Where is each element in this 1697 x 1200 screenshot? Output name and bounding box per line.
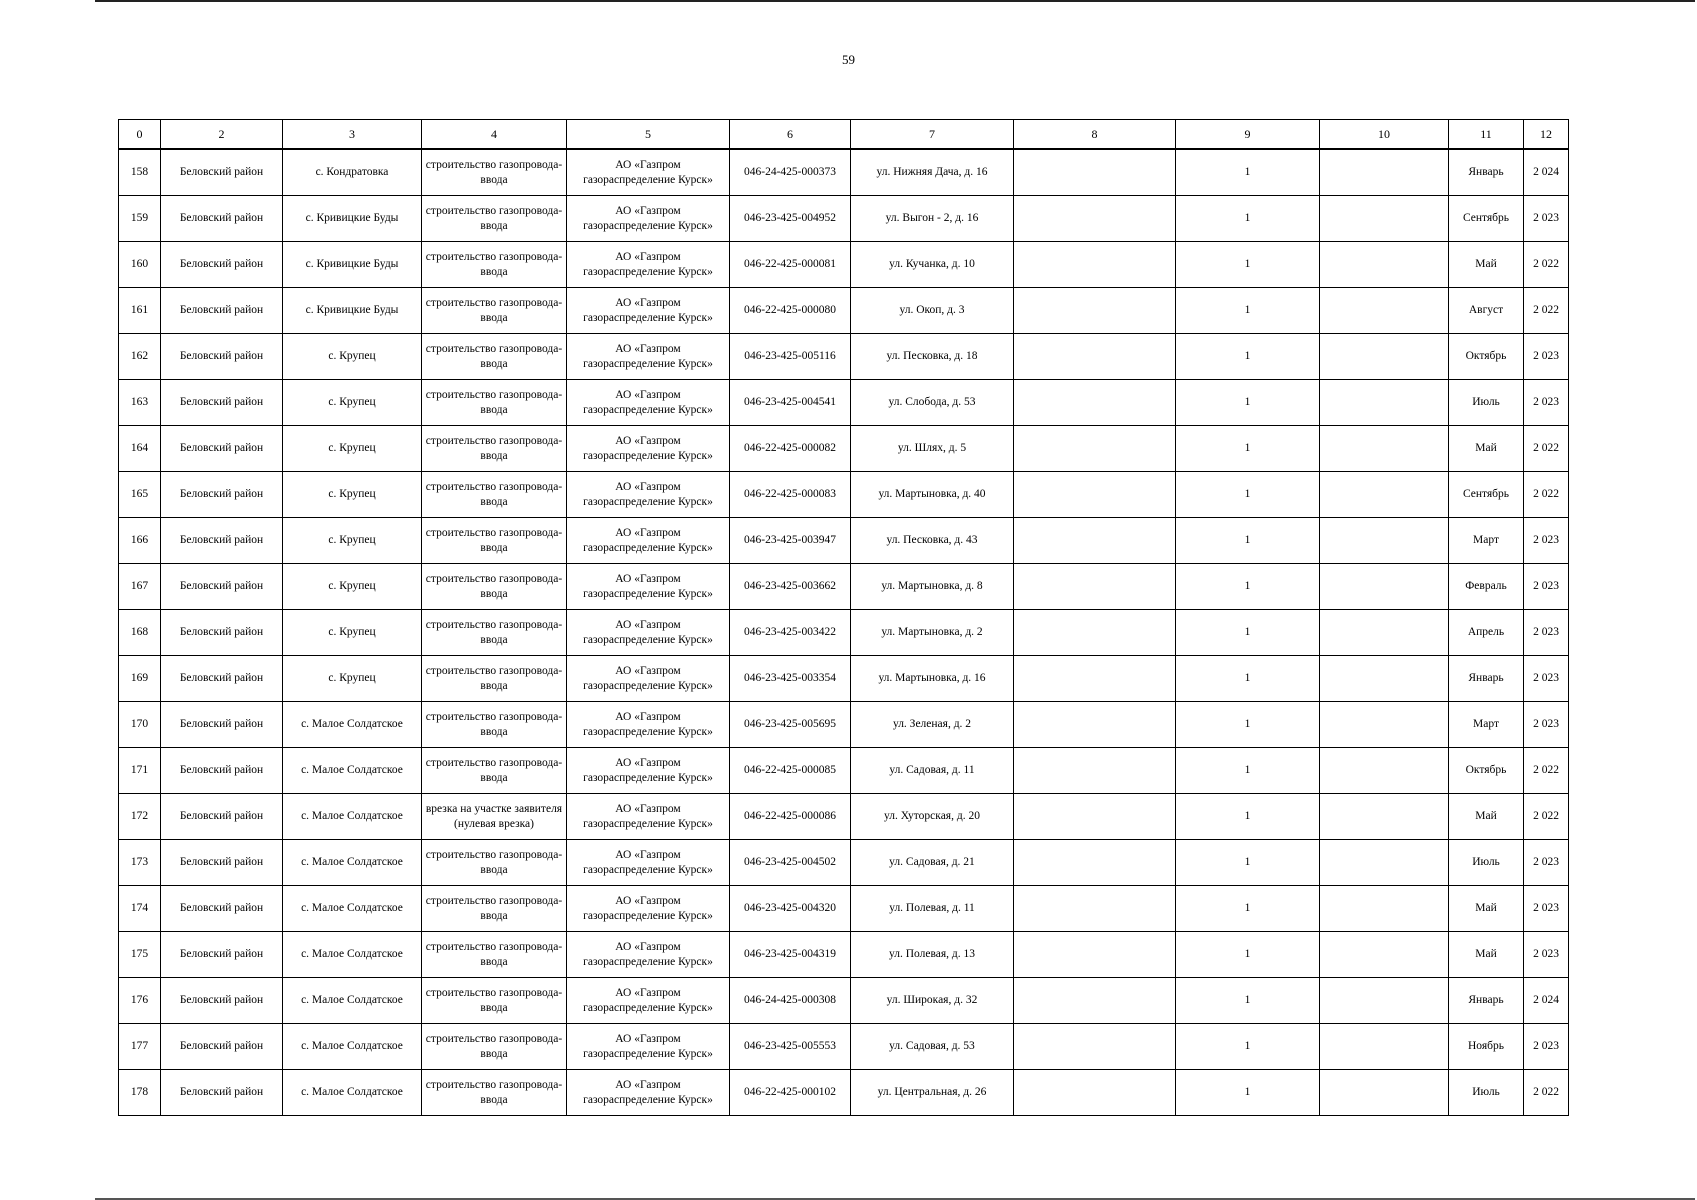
district-cell: Беловский район	[161, 242, 283, 288]
quantity-cell: 1	[1176, 610, 1320, 656]
address-cell: ул. Выгон - 2, д. 16	[851, 196, 1014, 242]
quantity-cell: 1	[1176, 932, 1320, 978]
month-cell: Январь	[1449, 656, 1524, 702]
application-code-cell: 046-24-425-000373	[730, 149, 851, 196]
table-row	[119, 656, 1569, 702]
quantity-cell: 1	[1176, 794, 1320, 840]
organization-cell: АО «Газпром газораспределение Курск»	[567, 840, 730, 886]
work-type-cell: строительство газопровода-ввода	[422, 702, 567, 748]
organization-cell: АО «Газпром газораспределение Курск»	[567, 702, 730, 748]
quantity-cell: 1	[1176, 149, 1320, 196]
row-number: 175	[119, 932, 161, 978]
address-cell: ул. Хуторская, д. 20	[851, 794, 1014, 840]
address-cell: ул. Садовая, д. 21	[851, 840, 1014, 886]
work-type-cell: строительство газопровода-ввода	[422, 564, 567, 610]
month-cell: Май	[1449, 886, 1524, 932]
application-code-cell: 046-23-425-005695	[730, 702, 851, 748]
quantity-cell: 1	[1176, 242, 1320, 288]
year-cell: 2 023	[1524, 564, 1569, 610]
quantity-cell: 1	[1176, 196, 1320, 242]
locality-cell: с. Малое Солдатское	[283, 794, 422, 840]
month-cell: Октябрь	[1449, 334, 1524, 380]
month-cell: Июль	[1449, 380, 1524, 426]
district-cell: Беловский район	[161, 149, 283, 196]
quantity-cell: 1	[1176, 334, 1320, 380]
organization-cell: АО «Газпром газораспределение Курск»	[567, 610, 730, 656]
month-cell: Октябрь	[1449, 748, 1524, 794]
quantity-cell: 1	[1176, 656, 1320, 702]
organization-cell: АО «Газпром газораспределение Курск»	[567, 472, 730, 518]
row-number: 169	[119, 656, 161, 702]
locality-cell: с. Крупец	[283, 564, 422, 610]
address-cell: ул. Кучанка, д. 10	[851, 242, 1014, 288]
locality-cell: с. Малое Солдатское	[283, 978, 422, 1024]
address-cell: ул. Песковка, д. 18	[851, 334, 1014, 380]
quantity-cell: 1	[1176, 840, 1320, 886]
organization-cell: АО «Газпром газораспределение Курск»	[567, 334, 730, 380]
col10-cell	[1320, 242, 1449, 288]
month-cell: Май	[1449, 242, 1524, 288]
table-row	[119, 978, 1569, 1024]
address-cell: ул. Широкая, д. 32	[851, 978, 1014, 1024]
col10-cell	[1320, 426, 1449, 472]
table-row	[119, 840, 1569, 886]
col8-cell	[1014, 978, 1176, 1024]
locality-cell: с. Крупец	[283, 334, 422, 380]
year-cell: 2 023	[1524, 932, 1569, 978]
table-header-row	[119, 120, 1569, 150]
district-cell: Беловский район	[161, 656, 283, 702]
col-header-5: 5	[567, 120, 730, 150]
locality-cell: с. Крупец	[283, 656, 422, 702]
address-cell: ул. Окоп, д. 3	[851, 288, 1014, 334]
col8-cell	[1014, 472, 1176, 518]
month-cell: Март	[1449, 702, 1524, 748]
col8-cell	[1014, 564, 1176, 610]
year-cell: 2 023	[1524, 610, 1569, 656]
col10-cell	[1320, 932, 1449, 978]
locality-cell: с. Малое Солдатское	[283, 1070, 422, 1116]
table-row	[119, 610, 1569, 656]
locality-cell: с. Крупец	[283, 426, 422, 472]
address-cell: ул. Центральная, д. 26	[851, 1070, 1014, 1116]
col10-cell	[1320, 472, 1449, 518]
col10-cell	[1320, 380, 1449, 426]
organization-cell: АО «Газпром газораспределение Курск»	[567, 932, 730, 978]
col8-cell	[1014, 702, 1176, 748]
col-header-4: 4	[422, 120, 567, 150]
locality-cell: с. Малое Солдатское	[283, 932, 422, 978]
quantity-cell: 1	[1176, 748, 1320, 794]
row-number: 158	[119, 149, 161, 196]
district-cell: Беловский район	[161, 518, 283, 564]
year-cell: 2 022	[1524, 242, 1569, 288]
col-header-10: 10	[1320, 120, 1449, 150]
year-cell: 2 022	[1524, 748, 1569, 794]
year-cell: 2 023	[1524, 886, 1569, 932]
quantity-cell: 1	[1176, 426, 1320, 472]
district-cell: Беловский район	[161, 196, 283, 242]
address-cell: ул. Нижняя Дача, д. 16	[851, 149, 1014, 196]
table-row	[119, 518, 1569, 564]
table-row	[119, 426, 1569, 472]
col10-cell	[1320, 1070, 1449, 1116]
work-type-cell: строительство газопровода-ввода	[422, 334, 567, 380]
row-number: 164	[119, 426, 161, 472]
application-code-cell: 046-23-425-003662	[730, 564, 851, 610]
col8-cell	[1014, 380, 1176, 426]
application-code-cell: 046-23-425-004541	[730, 380, 851, 426]
col8-cell	[1014, 196, 1176, 242]
month-cell: Май	[1449, 426, 1524, 472]
locality-cell: с. Крупец	[283, 610, 422, 656]
work-type-cell: строительство газопровода-ввода	[422, 978, 567, 1024]
month-cell: Ноябрь	[1449, 1024, 1524, 1070]
col-header-12: 12	[1524, 120, 1569, 150]
table-row	[119, 334, 1569, 380]
month-cell: Сентябрь	[1449, 196, 1524, 242]
locality-cell: с. Малое Солдатское	[283, 702, 422, 748]
application-code-cell: 046-23-425-005553	[730, 1024, 851, 1070]
col-header-9: 9	[1176, 120, 1320, 150]
application-code-cell: 046-23-425-004319	[730, 932, 851, 978]
application-code-cell: 046-22-425-000081	[730, 242, 851, 288]
col10-cell	[1320, 288, 1449, 334]
quantity-cell: 1	[1176, 702, 1320, 748]
work-type-cell: строительство газопровода-ввода	[422, 656, 567, 702]
col8-cell	[1014, 886, 1176, 932]
year-cell: 2 023	[1524, 1024, 1569, 1070]
table-row	[119, 149, 1569, 196]
locality-cell: с. Малое Солдатское	[283, 748, 422, 794]
locality-cell: с. Кривицкие Буды	[283, 288, 422, 334]
col8-cell	[1014, 748, 1176, 794]
locality-cell: с. Крупец	[283, 518, 422, 564]
col10-cell	[1320, 886, 1449, 932]
address-cell: ул. Слобода, д. 53	[851, 380, 1014, 426]
row-number: 174	[119, 886, 161, 932]
year-cell: 2 022	[1524, 426, 1569, 472]
col-header-7: 7	[851, 120, 1014, 150]
col8-cell	[1014, 1024, 1176, 1070]
locality-cell: с. Малое Солдатское	[283, 840, 422, 886]
work-type-cell: строительство газопровода-ввода	[422, 149, 567, 196]
address-cell: ул. Зеленая, д. 2	[851, 702, 1014, 748]
row-number: 170	[119, 702, 161, 748]
application-code-cell: 046-22-425-000083	[730, 472, 851, 518]
year-cell: 2 022	[1524, 794, 1569, 840]
quantity-cell: 1	[1176, 978, 1320, 1024]
application-code-cell: 046-22-425-000082	[730, 426, 851, 472]
work-type-cell: строительство газопровода-ввода	[422, 932, 567, 978]
row-number: 168	[119, 610, 161, 656]
year-cell: 2 023	[1524, 702, 1569, 748]
row-number: 163	[119, 380, 161, 426]
year-cell: 2 023	[1524, 334, 1569, 380]
application-code-cell: 046-22-425-000080	[730, 288, 851, 334]
month-cell: Март	[1449, 518, 1524, 564]
district-cell: Беловский район	[161, 426, 283, 472]
locality-cell: с. Крупец	[283, 472, 422, 518]
col10-cell	[1320, 748, 1449, 794]
quantity-cell: 1	[1176, 380, 1320, 426]
organization-cell: АО «Газпром газораспределение Курск»	[567, 1070, 730, 1116]
year-cell: 2 022	[1524, 472, 1569, 518]
row-number: 161	[119, 288, 161, 334]
district-cell: Беловский район	[161, 1070, 283, 1116]
work-type-cell: строительство газопровода-ввода	[422, 380, 567, 426]
district-cell: Беловский район	[161, 886, 283, 932]
district-cell: Беловский район	[161, 610, 283, 656]
quantity-cell: 1	[1176, 564, 1320, 610]
top-scan-rule	[95, 0, 1695, 2]
col8-cell	[1014, 840, 1176, 886]
work-type-cell: строительство газопровода-ввода	[422, 242, 567, 288]
col10-cell	[1320, 656, 1449, 702]
application-code-cell: 046-23-425-003354	[730, 656, 851, 702]
application-code-cell: 046-23-425-004320	[730, 886, 851, 932]
col10-cell	[1320, 610, 1449, 656]
address-cell: ул. Мартыновка, д. 8	[851, 564, 1014, 610]
district-cell: Беловский район	[161, 840, 283, 886]
organization-cell: АО «Газпром газораспределение Курск»	[567, 380, 730, 426]
district-cell: Беловский район	[161, 1024, 283, 1070]
col8-cell	[1014, 1070, 1176, 1116]
quantity-cell: 1	[1176, 472, 1320, 518]
col10-cell	[1320, 978, 1449, 1024]
table-row	[119, 564, 1569, 610]
district-cell: Беловский район	[161, 748, 283, 794]
col10-cell	[1320, 702, 1449, 748]
table-row	[119, 794, 1569, 840]
col10-cell	[1320, 518, 1449, 564]
organization-cell: АО «Газпром газораспределение Курск»	[567, 426, 730, 472]
month-cell: Апрель	[1449, 610, 1524, 656]
table-row	[119, 886, 1569, 932]
col-header-3: 3	[283, 120, 422, 150]
table-row	[119, 242, 1569, 288]
locality-cell: с. Кондратовка	[283, 149, 422, 196]
work-type-cell: строительство газопровода-ввода	[422, 472, 567, 518]
year-cell: 2 023	[1524, 380, 1569, 426]
table-row	[119, 702, 1569, 748]
district-cell: Беловский район	[161, 380, 283, 426]
year-cell: 2 023	[1524, 196, 1569, 242]
district-cell: Беловский район	[161, 978, 283, 1024]
col10-cell	[1320, 1024, 1449, 1070]
year-cell: 2 024	[1524, 149, 1569, 196]
application-code-cell: 046-23-425-005116	[730, 334, 851, 380]
application-code-cell: 046-23-425-003422	[730, 610, 851, 656]
locality-cell: с. Кривицкие Буды	[283, 242, 422, 288]
locality-cell: с. Крупец	[283, 380, 422, 426]
month-cell: Сентябрь	[1449, 472, 1524, 518]
row-number: 162	[119, 334, 161, 380]
table-row	[119, 748, 1569, 794]
gas-connection-table	[118, 119, 1569, 1116]
col10-cell	[1320, 196, 1449, 242]
organization-cell: АО «Газпром газораспределение Курск»	[567, 1024, 730, 1070]
month-cell: Февраль	[1449, 564, 1524, 610]
district-cell: Беловский район	[161, 564, 283, 610]
table-body	[119, 149, 1569, 1116]
col10-cell	[1320, 149, 1449, 196]
organization-cell: АО «Газпром газораспределение Курск»	[567, 886, 730, 932]
month-cell: Январь	[1449, 149, 1524, 196]
row-number: 176	[119, 978, 161, 1024]
application-code-cell: 046-23-425-004952	[730, 196, 851, 242]
work-type-cell: строительство газопровода-ввода	[422, 610, 567, 656]
district-cell: Беловский район	[161, 472, 283, 518]
organization-cell: АО «Газпром газораспределение Курск»	[567, 149, 730, 196]
month-cell: Июль	[1449, 840, 1524, 886]
month-cell: Июль	[1449, 1070, 1524, 1116]
application-code-cell: 046-22-425-000086	[730, 794, 851, 840]
row-number: 167	[119, 564, 161, 610]
row-number: 173	[119, 840, 161, 886]
table-row	[119, 1024, 1569, 1070]
col8-cell	[1014, 242, 1176, 288]
col10-cell	[1320, 334, 1449, 380]
row-number: 159	[119, 196, 161, 242]
row-number: 160	[119, 242, 161, 288]
work-type-cell: строительство газопровода-ввода	[422, 196, 567, 242]
work-type-cell: строительство газопровода-ввода	[422, 288, 567, 334]
address-cell: ул. Полевая, д. 11	[851, 886, 1014, 932]
col-header-8: 8	[1014, 120, 1176, 150]
organization-cell: АО «Газпром газораспределение Курск»	[567, 564, 730, 610]
col8-cell	[1014, 610, 1176, 656]
year-cell: 2 024	[1524, 978, 1569, 1024]
application-code-cell: 046-24-425-000308	[730, 978, 851, 1024]
quantity-cell: 1	[1176, 288, 1320, 334]
organization-cell: АО «Газпром газораспределение Курск»	[567, 794, 730, 840]
col-header-6: 6	[730, 120, 851, 150]
year-cell: 2 023	[1524, 656, 1569, 702]
col8-cell	[1014, 426, 1176, 472]
district-cell: Беловский район	[161, 794, 283, 840]
col10-cell	[1320, 564, 1449, 610]
table-row	[119, 472, 1569, 518]
col8-cell	[1014, 932, 1176, 978]
col10-cell	[1320, 794, 1449, 840]
month-cell: Январь	[1449, 978, 1524, 1024]
col-header-0: 0	[119, 120, 161, 150]
work-type-cell: врезка на участке заявителя (нулевая врезка)	[422, 794, 567, 840]
organization-cell: АО «Газпром газораспределение Курск»	[567, 288, 730, 334]
month-cell: Май	[1449, 794, 1524, 840]
row-number: 165	[119, 472, 161, 518]
col8-cell	[1014, 288, 1176, 334]
application-code-cell: 046-22-425-000085	[730, 748, 851, 794]
year-cell: 2 022	[1524, 1070, 1569, 1116]
row-number: 178	[119, 1070, 161, 1116]
month-cell: Август	[1449, 288, 1524, 334]
organization-cell: АО «Газпром газораспределение Курск»	[567, 196, 730, 242]
row-number: 177	[119, 1024, 161, 1070]
col8-cell	[1014, 334, 1176, 380]
table-row	[119, 288, 1569, 334]
application-code-cell: 046-23-425-003947	[730, 518, 851, 564]
work-type-cell: строительство газопровода-ввода	[422, 1070, 567, 1116]
col10-cell	[1320, 840, 1449, 886]
locality-cell: с. Кривицкие Буды	[283, 196, 422, 242]
address-cell: ул. Шлях, д. 5	[851, 426, 1014, 472]
col8-cell	[1014, 656, 1176, 702]
district-cell: Беловский район	[161, 288, 283, 334]
organization-cell: АО «Газпром газораспределение Курск»	[567, 656, 730, 702]
application-code-cell: 046-23-425-004502	[730, 840, 851, 886]
application-code-cell: 046-22-425-000102	[730, 1070, 851, 1116]
row-number: 166	[119, 518, 161, 564]
table-row	[119, 196, 1569, 242]
col8-cell	[1014, 794, 1176, 840]
work-type-cell: строительство газопровода-ввода	[422, 426, 567, 472]
row-number: 171	[119, 748, 161, 794]
quantity-cell: 1	[1176, 518, 1320, 564]
district-cell: Беловский район	[161, 932, 283, 978]
work-type-cell: строительство газопровода-ввода	[422, 886, 567, 932]
address-cell: ул. Мартыновка, д. 2	[851, 610, 1014, 656]
month-cell: Май	[1449, 932, 1524, 978]
col-header-11: 11	[1449, 120, 1524, 150]
organization-cell: АО «Газпром газораспределение Курск»	[567, 748, 730, 794]
organization-cell: АО «Газпром газораспределение Курск»	[567, 978, 730, 1024]
col-header-2: 2	[161, 120, 283, 150]
work-type-cell: строительство газопровода-ввода	[422, 840, 567, 886]
address-cell: ул. Песковка, д. 43	[851, 518, 1014, 564]
col8-cell	[1014, 518, 1176, 564]
address-cell: ул. Мартыновка, д. 40	[851, 472, 1014, 518]
address-cell: ул. Мартыновка, д. 16	[851, 656, 1014, 702]
work-type-cell: строительство газопровода-ввода	[422, 518, 567, 564]
locality-cell: с. Малое Солдатское	[283, 886, 422, 932]
work-type-cell: строительство газопровода-ввода	[422, 1024, 567, 1070]
year-cell: 2 022	[1524, 288, 1569, 334]
table-row	[119, 1070, 1569, 1116]
district-cell: Беловский район	[161, 334, 283, 380]
table-row	[119, 932, 1569, 978]
work-type-cell: строительство газопровода-ввода	[422, 748, 567, 794]
district-cell: Беловский район	[161, 702, 283, 748]
row-number: 172	[119, 794, 161, 840]
organization-cell: АО «Газпром газораспределение Курск»	[567, 518, 730, 564]
organization-cell: АО «Газпром газораспределение Курск»	[567, 242, 730, 288]
address-cell: ул. Полевая, д. 13	[851, 932, 1014, 978]
year-cell: 2 023	[1524, 840, 1569, 886]
quantity-cell: 1	[1176, 886, 1320, 932]
quantity-cell: 1	[1176, 1070, 1320, 1116]
col8-cell	[1014, 149, 1176, 196]
locality-cell: с. Малое Солдатское	[283, 1024, 422, 1070]
quantity-cell: 1	[1176, 1024, 1320, 1070]
address-cell: ул. Садовая, д. 11	[851, 748, 1014, 794]
year-cell: 2 023	[1524, 518, 1569, 564]
page-number: 59	[842, 52, 855, 67]
table-row	[119, 380, 1569, 426]
address-cell: ул. Садовая, д. 53	[851, 1024, 1014, 1070]
